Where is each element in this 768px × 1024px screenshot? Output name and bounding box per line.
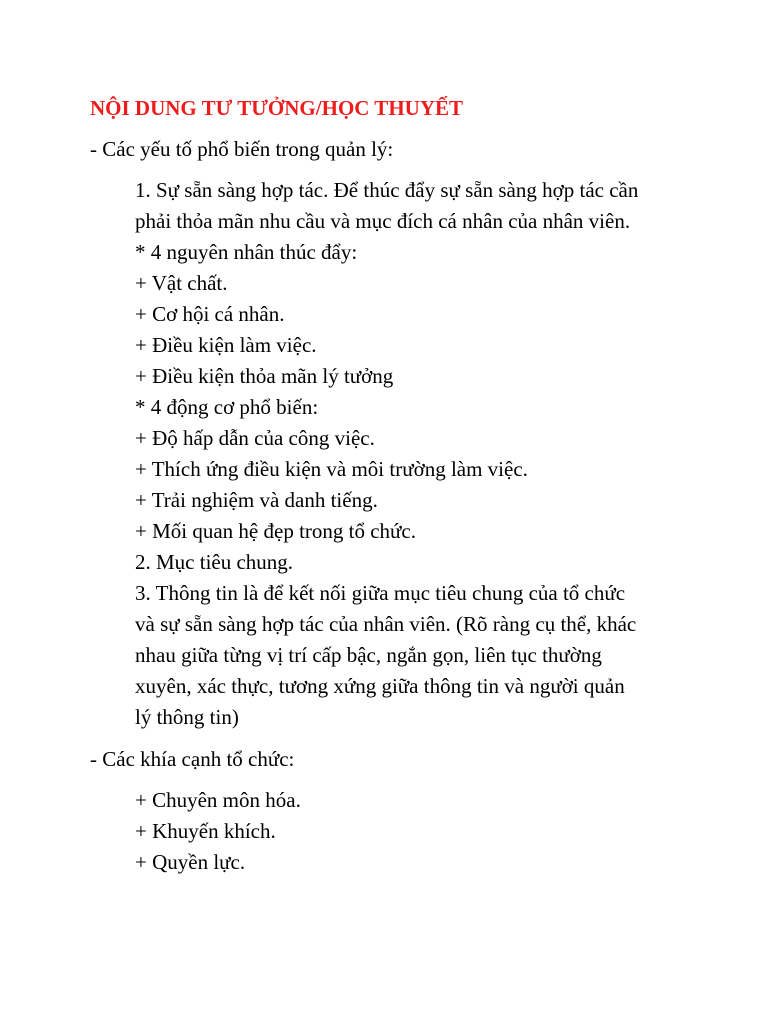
text-line: + Cơ hội cá nhân. <box>135 302 285 326</box>
text-line: + Vật chất. <box>135 271 228 295</box>
document-heading: NỘI DUNG TƯ TƯỞNG/HỌC THUYẾT <box>90 96 463 120</box>
text-line: lý thông tin) <box>135 705 239 729</box>
text-line: xuyên, xác thực, tương xứng giữa thông tin và người quản <box>135 674 625 698</box>
section-label-common-factors: - Các yếu tố phổ biến trong quản lý: <box>90 137 394 161</box>
text-line: 2. Mục tiêu chung. <box>135 550 294 574</box>
text-line: + Thích ứng điều kiện và môi trường làm việc. <box>135 457 528 481</box>
text-line: + Mối quan hệ đẹp trong tổ chức. <box>135 519 416 543</box>
common-factors-content <box>135 175 695 733</box>
text-line: 1. Sự sẵn sàng hợp tác. Để thúc đẩy sự sẵn sàng hợp tác cần <box>135 178 639 202</box>
text-line: * 4 động cơ phổ biến: <box>135 395 319 419</box>
text-line: + Quyền lực. <box>135 850 246 874</box>
text-line: và sự sẵn sàng hợp tác của nhân viên. (Rõ ràng cụ thể, khác <box>135 612 637 636</box>
text-line: nhau giữa từng vị trí cấp bậc, ngắn gọn, liên tục thường <box>135 643 602 667</box>
text-line: + Điều kiện thỏa mãn lý tưởng <box>135 364 394 388</box>
text-line: + Chuyên môn hóa. <box>135 788 301 812</box>
text-line: + Điều kiện làm việc. <box>135 333 317 357</box>
text-line: + Trải nghiệm và danh tiếng. <box>135 488 378 512</box>
text-line: 3. Thông tin là để kết nối giữa mục tiêu chung của tổ chức <box>135 581 626 605</box>
text-line: + Độ hấp dẫn của công việc. <box>135 426 375 450</box>
section-label-organizational-aspects: - Các khía cạnh tổ chức: <box>90 747 295 771</box>
text-line: * 4 nguyên nhân thúc đẩy: <box>135 240 358 264</box>
text-line: phải thỏa mãn nhu cầu và mục đích cá nhân của nhân viên. <box>135 209 631 233</box>
organizational-aspects-content <box>135 785 695 878</box>
text-line: + Khuyến khích. <box>135 819 276 843</box>
